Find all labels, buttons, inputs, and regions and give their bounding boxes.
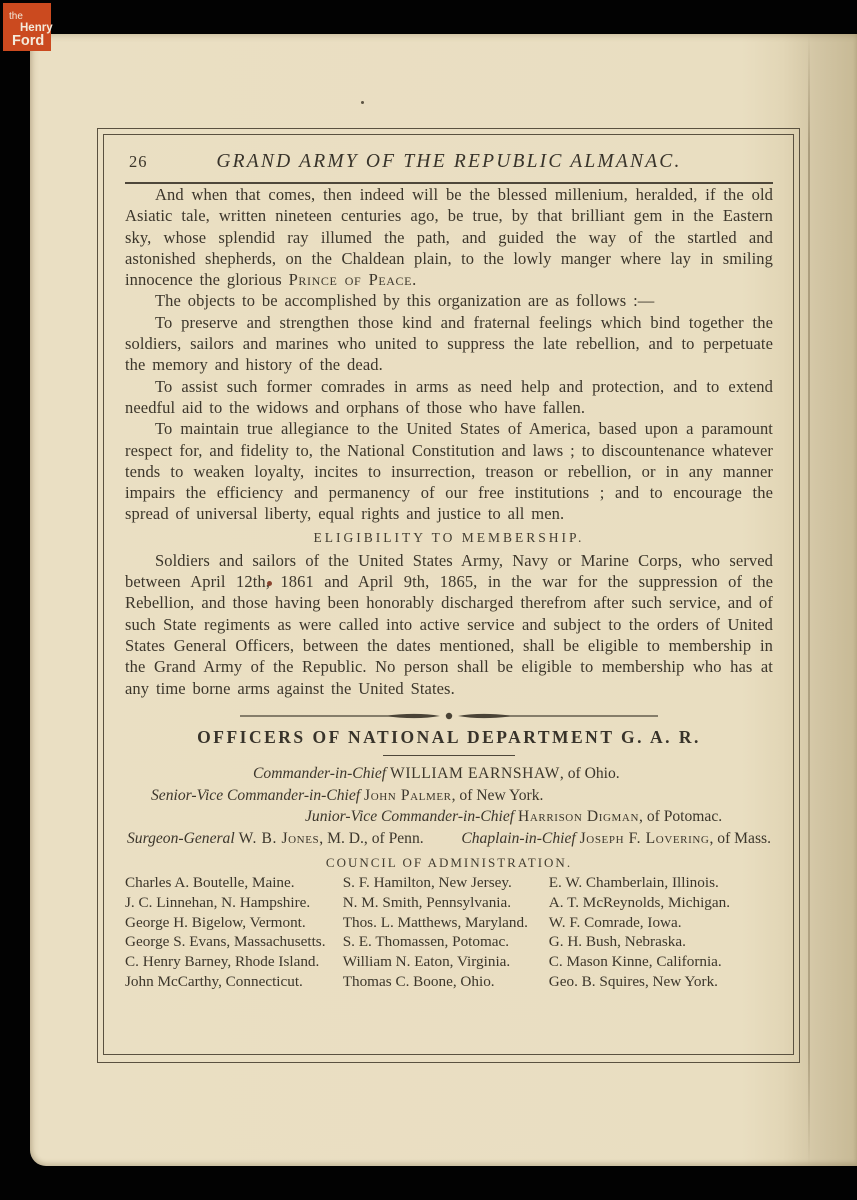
officer-title: Chaplain-in-Chief — [461, 830, 576, 848]
officer-line-junior-vice — [305, 806, 773, 828]
council-member: N. M. Smith, Pennsylvania. — [342, 893, 512, 911]
council-member: C. Mason Kinne, California. — [548, 953, 722, 971]
henry-ford-logo-the: the — [9, 11, 23, 22]
paragraph-object-1: To preserve and strengthen those kind and fraternal feelings which bind together the soldiers, sailors and marines who united to suppress the late rebellion, and to perpetuate the memory and history of the dead. — [125, 312, 773, 375]
officer-name: Joseph F. Lovering — [579, 830, 710, 848]
henry-ford-logo — [3, 3, 51, 51]
eligibility-heading: ELIGIBILITY TO MEMBERSHIP. — [313, 529, 585, 545]
paragraph-objects-intro: The objects to be accomplished by this organization are as follows :— — [155, 291, 655, 311]
council-column-3 — [549, 873, 773, 992]
section-divider-ornament — [234, 709, 664, 723]
running-head — [125, 147, 773, 177]
council-member: G. H. Bush, Nebraska. — [548, 933, 686, 951]
officer-title: Surgeon-General — [127, 830, 235, 848]
officer-line-commander — [253, 763, 773, 785]
book-page — [30, 34, 857, 1166]
council-column-2 — [343, 873, 549, 992]
council-member: Charles A. Boutelle, Maine. — [125, 874, 295, 892]
paragraph-eligibility: Soldiers and sailors of the United States Army, Navy or Marine Corps, who served between April 12th, 1861 and April 9th, 1865, in the war for the suppression of the Rebellion, and those having been honorably discharged therefrom after such service, and of such State regiments as were called into active service and subject to the orders of United States General Officers, between the dates mentioned, shall be eligible to membership in the Grand Army of the Republic. No person shall be eligible to membership who has at any time borne arms against the United States. — [125, 550, 773, 698]
council-member: Geo. B. Squires, New York. — [548, 973, 718, 990]
council-table — [125, 873, 773, 992]
officer-title: Junior-Vice Commander-in-Chief — [305, 808, 515, 826]
officer-origin: , of Ohio. — [559, 764, 620, 782]
officer-surgeon-general — [127, 828, 424, 850]
paragraph-intro — [125, 184, 773, 290]
council-member: George S. Evans, Massachusetts. — [125, 933, 326, 951]
council-member: S. E. Thomassen, Potomac. — [342, 933, 510, 951]
council-member: John McCarthy, Connecticut. — [125, 973, 303, 990]
council-member: Thos. L. Matthews, Maryland. — [342, 913, 528, 931]
paragraph-intro-text: And when that comes, then indeed will be the blessed millenium, heralded, if the old Asiatic tale, written nineteen centuries ago, be true, by that brilliant gem in the Eastern sky, whose splendid ray illumed the path, and guided the way of the startled and astonished shepherds, on the Chaldean plain, to the lowly manger where lay in smiling innocence the glorious — [125, 185, 773, 290]
officer-title: Commander-in-Chief — [253, 764, 387, 782]
council-member: William N. Eaton, Virginia. — [342, 953, 511, 971]
council-column-1 — [125, 873, 343, 992]
officers-heading: OFFICERS OF NATIONAL DEPARTMENT G. A. R. — [197, 726, 701, 747]
officer-name: John Palmer — [364, 786, 452, 804]
page-border-frame-inner — [103, 134, 794, 1055]
paper-speck — [361, 101, 364, 104]
paragraph-intro-period: . — [412, 270, 417, 290]
page-fold-shading — [808, 34, 810, 1166]
officer-chaplain-in-chief — [461, 828, 771, 850]
council-member: A. T. McReynolds, Michigan. — [548, 893, 731, 911]
prince-of-peace-smallcaps: Prince of Peace — [288, 270, 413, 290]
council-heading: COUNCIL OF ADMINISTRATION. — [325, 855, 573, 871]
council-member: George H. Bigelow, Vermont. — [125, 913, 306, 931]
council-member: J. C. Linnehan, N. Hampshire. — [125, 893, 311, 911]
officer-origin: , M. D., of Penn. — [319, 830, 424, 848]
henry-ford-logo-henry: Henry — [20, 22, 53, 34]
officers-heading-rule — [383, 755, 515, 756]
page-number: 26 — [129, 152, 148, 171]
council-member: W. F. Comrade, Iowa. — [548, 913, 682, 931]
officer-origin: , of Potomac. — [639, 808, 723, 826]
council-member: C. Henry Barney, Rhode Island. — [125, 953, 320, 971]
council-member: Thomas C. Boone, Ohio. — [342, 973, 495, 990]
officer-name: Harrison Digman — [518, 808, 640, 826]
running-title: GRAND ARMY OF THE REPUBLIC ALMANAC. — [216, 151, 682, 172]
officer-line-surgeon-chaplain — [125, 828, 773, 850]
page-border-frame — [97, 128, 800, 1063]
henry-ford-logo-ford: Ford — [12, 33, 45, 49]
officer-origin: , of New York. — [451, 786, 544, 804]
officer-line-senior-vice — [151, 785, 773, 807]
paragraph-object-2: To assist such former comrades in arms as need help and protection, and to extend needful aid to the widows and orphans of those who have fallen. — [125, 376, 773, 417]
officer-title: Senior-Vice Commander-in-Chief — [151, 786, 361, 804]
council-member: E. W. Chamberlain, Illinois. — [548, 874, 719, 892]
officer-name: W. B. Jones — [238, 830, 320, 848]
officer-origin: , of Mass. — [709, 830, 771, 848]
officer-name: WILLIAM EARNSHAW — [390, 764, 560, 782]
paragraph-object-3: To maintain true allegiance to the United States of America, based upon a paramount respect for, and fidelity to, the National Constitution and laws ; to discountenance whatever tends to weaken loyalty, incites to insurrection, treason or rebellion, or in any manner impairs the efficiency and permanency of our free institutions ; and to encourage the spread of universal liberty, equal rights and justice to all men. — [125, 419, 773, 524]
council-member: S. F. Hamilton, New Jersey. — [342, 874, 512, 892]
